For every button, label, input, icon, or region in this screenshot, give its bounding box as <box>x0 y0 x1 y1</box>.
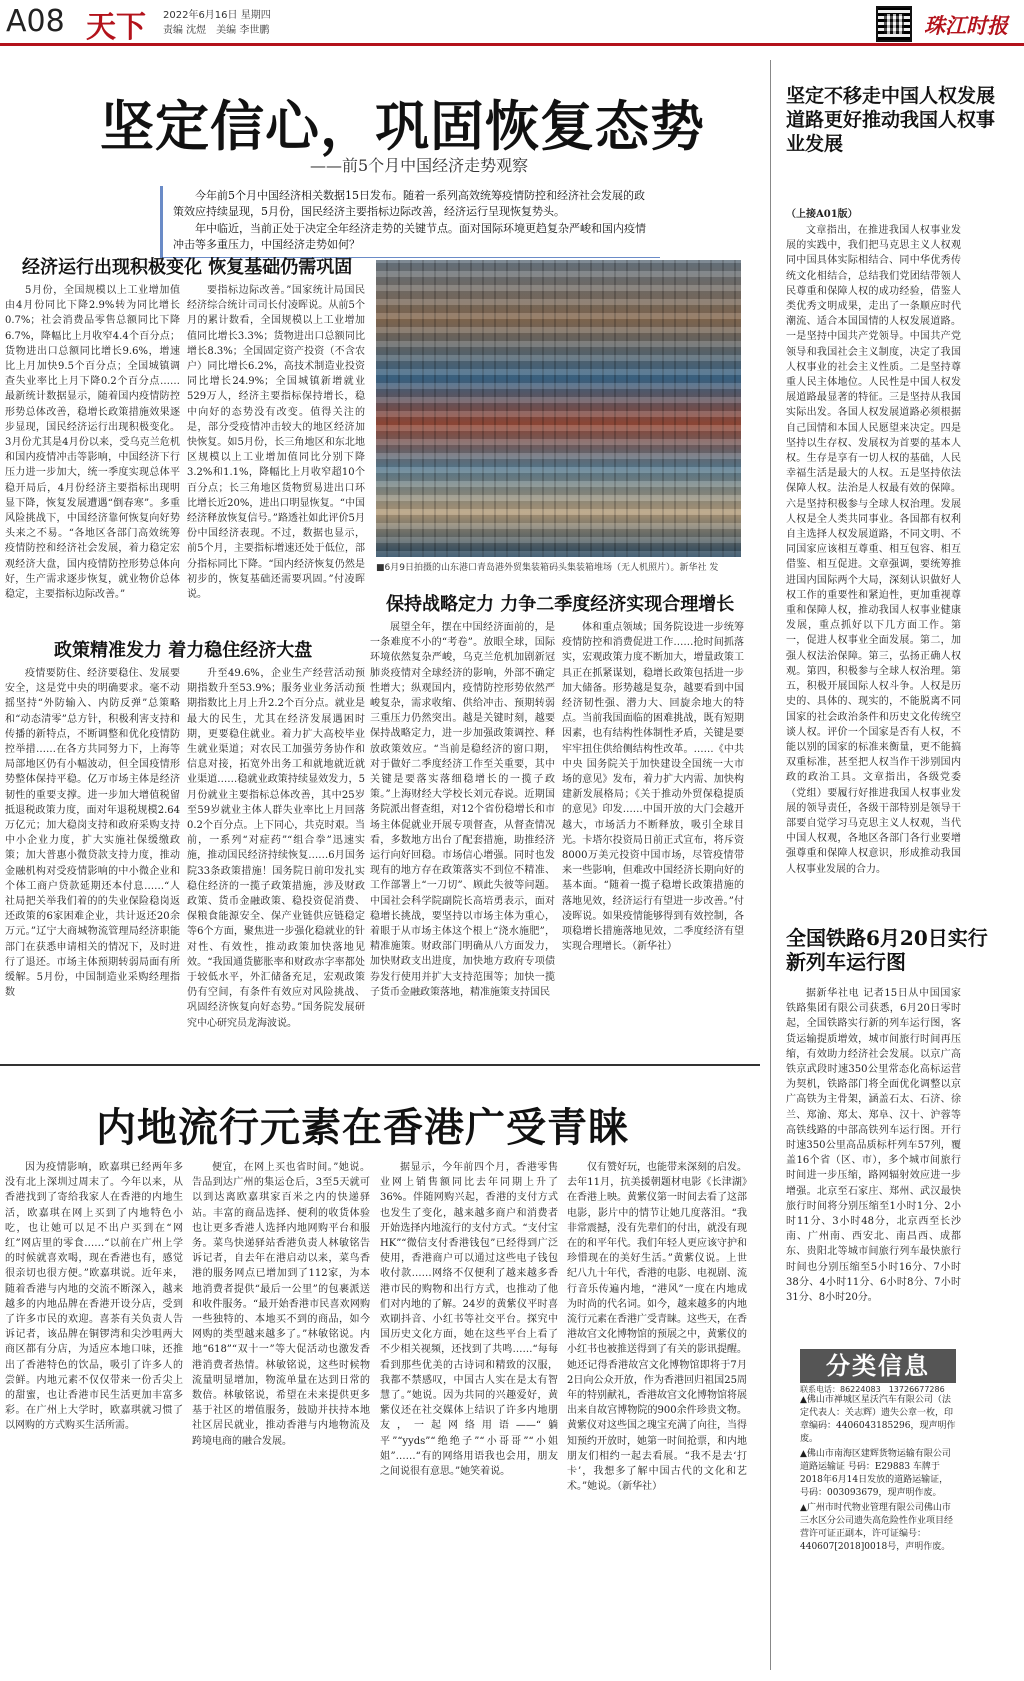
lead-intro <box>160 186 660 258</box>
lead-headline: 坚定信心，巩固恢复态势 <box>100 94 705 158</box>
body-text: 据显示，今年前四个月，香港零售业网上销售额同比去年同期上升了36%。伴随网购兴起，香港的支付方式也发生了变化，越来越多商户和消费者开始选择内地流行的支付方式。“支付宝HK”“微信支付香港钱包”已经得到广泛使用，香港商户可以通过这些电子钱包收付款……网络不仅便利了越来越多香港市民的购物和出行方式，也推动了他们对内地的了解。24岁的黄紫仪平时喜欢刷抖音、小红书等社交平台。探究中国历史文化方面，她在这些平台上看了不少相关视频，还找到了共鸣……“每每看到那些优美的古诗词和精致的汉服，我都不禁感叹，中国古人实在是太有智慧了。”她说。因为共同的兴趣爱好，黄紫仪还在社交媒体上结识了许多内地朋友，一起网络用语——“躺平”“yyds”“绝绝子”“小哥哥”“小姐姐”……“有的网络用语我也会用，朋友之间说很有意思。”她笑着说。 <box>380 1162 558 1478</box>
classifieds-phone: 联系电话：86224083 13726677286 <box>800 1385 945 1394</box>
article-column <box>786 223 961 911</box>
classified-item: ▲佛山市禅城区星沃汽车有限公司（法定代表人：关志辉）遗失公章一枚，印章编码：4406043185296，现声明作废。 <box>800 1395 956 1444</box>
lede-paragraph: 年中临近，当前正处于决定全年经济走势的关键节点。面对国际环境更趋复杂严峻和国内疫情冲击等多重压力，中国经济走势如何？ <box>173 222 646 251</box>
second-headline: 内地流行元素在香港广受青睐 <box>96 1104 629 1151</box>
classifieds-list <box>800 1394 956 1556</box>
section-name: 天下 <box>86 10 146 45</box>
section2-title: 政策精准发力 着力稳住经济大盘 <box>54 640 313 661</box>
body-text: 展望全年，摆在中国经济面前的，是一条难度不小的“考卷”。放眼全球，国际环境依然复杂严峻，乌克兰危机加剧新冠肺炎疫情对全球经济的影响，外部不确定性增大；纵观国内，疫情防控形势依然严峻复杂，需求收缩、供给冲击、预期转弱三重压力仍然突出。越是关键时刻，越要保持战略定力，进一步加强政策调控、释放政策效应。“当前是稳经济的窗口期，对于做好二季度经济工作至关重要，其中关键是要落实落细稳增长的一揽子政策。”上海财经大学校长刘元春说。近期国务院派出督查组，对12个省份稳增长和市场主体促就业开展专项督查，从督查情况看，多数地方出台了配套措施，助推经济运行向好回稳。市场信心增强。同时也发现有的地方存在政策落实不到位不精准、工作部署上“一刀切”、顾此失彼等问题。中国社会科学院副院长高培勇表示，面对稳增长挑战，要坚持以市场主体为重心，着眼于从市场主体这个根上“浇水施肥”，精准施策。财政部门明确从八方面发力，加快财政支出进度，加快地方政府专项债券发行使用并扩大支持范围等；加快一揽子货币金融政策落地，精准施策支持国民 <box>370 622 555 998</box>
masthead <box>0 0 1024 46</box>
article-column <box>786 986 961 1338</box>
body-text: 5月份，全国规模以上工业增加值由4月份同比下降2.9%转为同比增长0.7%；社会消费品零售总额同比下降6.7%，降幅比上月收窄4.4个百分点；货物进出口总额同比增长9.6%，增速比上月加快9.5个百分点；全国城镇调查失业率比上月下降0.2个百分点……最新统计数据显示，随着国内疫情防控形势总体改善，稳增长政策措施效果逐步显现，国民经济运行出现积极变化。3月份尤其是4月份以来，受乌克兰危机和国内疫情冲击等影响，中国经济下行压力进一步加大，统一季度实现总体平稳开局后，4月份经济主要指标出现明显下降，恢复发展遭遇“倒春寒”。多重风险挑战下，中国经济靠何恢复向好势头来之不易。“各地区各部门高效统筹疫情防控和经济社会发展，着力稳定宏观经济大盘，国内疫情防控形势总体向好，生产需求逐步恢复，就业物价总体稳定，主要指标边际改善。” <box>5 285 180 601</box>
dateline <box>163 8 271 38</box>
article-column <box>562 620 744 1054</box>
body-text: 文章指出，在推进我国人权事业发展的实践中，我们把马克思主义人权观同中国具体实际相结合、同中华优秀传统文化相结合，总结我们党团结带领人民尊重和保障人权的成功经验，借鉴人类优秀文明成果，走出了一条顺应时代潮流、适合本国国情的人权发展道路。一是坚持中国共产党领导。中国共产党领导和我国社会主义制度，决定了我国人权事业的社会主义性质。二是坚持尊重人民主体地位。人民性是中国人权发展道路最显著的特征。三是坚持从我国实际出发。各国人权发展道路必须根据自己国情和本国人民愿望来决定。四是坚持以生存权、发展权为首要的基本人权。生存是享有一切人权的基础，人民幸福生活是最大的人权。五是坚持依法保障人权。法治是人权最有效的保障。六是坚持积极参与全球人权治理。发展人权是全人类共同事业。各国都有权利自主选择人权发展道路，不同文明、不同国家应该相互尊重、相互包容、相互借鉴、相互促进。文章强调，要统筹推进国内国际两个大局，深刻认识做好人权工作的重要性和紧迫性，更加重视尊重和保障人权，推动我国人权事业健康发展，重点抓好以下几方面工作。第一，促进人权事业全面发展。第二，加强人权法治保障。第三，弘扬正确人权观。第四，积极参与全球人权治理。第五，积极开展国际人权斗争。人权是历史的、具体的、现实的，不能脱离不同国家的社会政治条件和历史文化传统空谈人权。评价一个国家是否有人权，不能以别的国家的标准来衡量，更不能搞双重标准，甚至把人权当作干涉别国内政的政治工具。文章指出，各级党委（党组）要履行好推进我国人权事业发展的领导责任，各级干部特别是领导干部要自觉学习马克思主义人权观，当代中国人权观，各地区各部门各行业要增强尊重和保障人权意识，形成推动我国人权事业发展的合力。 <box>786 225 961 875</box>
column-divider <box>770 60 771 1670</box>
body-text: 据新华社电 记者15日从中国国家铁路集团有限公司获悉，6月20日零时起，全国铁路实行新的列车运行图，客货运输提质增效，城市间旅行时间再压缩，有效助力经济社会发展。以京广高铁京武段时速350公里常态化高标运营为契机，铁路部门将全面优化调整以京广高铁为主骨架，涵盖石太、石济、徐兰、郑渝、郑太、郑阜、汉十、沪蓉等高铁线路的中部高铁列车运行图。开行时速350公里高品质标杆列车57列，覆盖16个省（区、市），多个城市间旅行时间进一步压缩，路网辐射效应进一步增强。北京至石家庄、郑州、武汉最快旅行时间将分别压缩至1小时1分、2小时11分、3小时48分，北京西至长沙南、广州南、西安北、南昌西、成都东、贵阳北等城市间旅行列车最快旅行时间也分别压缩至5小时16分、7小时38分、4小时11分、6小时8分、7小时31分、8小时20分。 <box>786 988 961 1304</box>
continued-note: （上接A01版） <box>786 209 858 220</box>
article-column <box>370 620 555 1054</box>
classifieds-title: 分类信息 <box>800 1349 956 1383</box>
article-column <box>192 1160 370 1675</box>
classified-item: ▲佛山市南海区建辉货物运输有限公司道路运输证 号码：E29883 车牌于2018年6月14日发放的道路运输证，号码：003093679，现声明作废。 <box>800 1449 951 1498</box>
classified-item: ▲广州市时代物业管理有限公司佛山市三水区分公司遗失高危险性作业项目经营许可证正副本，许可证编号：440607[2018]0018号，声明作废。 <box>800 1503 954 1552</box>
body-text: 便宜，在网上买也省时间。”她说。告品到达广州的集运仓后，3至5天就可以到达离欧嘉琪家百米之内的快递驿站。丰富的商品选择、便利的收货体验也让更多香港人选择内地网购平台和服务。菜鸟快递驿站香港负责人林敏铭告诉记者，自去年在港启动以来，菜鸟香港的服务网点已增加到了112家，为本地消费者提供“最后一公里”的包裹派送和收件服务。“最开始香港市民喜欢网购一些独特的、本地买不到的商品，如今网购的类型越来越多了。”林敏铭说。内地“618”“双十一”等大促活动也激发香港消费者热情。林敏铭说，这些时候物流量明显增加，物流单量在达到日常的数倍。林敏铭说，希望在未来提供更多基于社区的增值服务，鼓励并扶持本地社区居民就业，推动香港与内地物流及跨境电商的融合发展。 <box>192 1162 370 1447</box>
section1-title: 经济运行出现积极变化 恢复基础仍需巩固 <box>22 257 353 278</box>
body-text: 因为疫情影响，欧嘉琪已经两年多没有北上深圳过周末了。今年以来，从香港找到了寄给我家人在香港的内地生活，欧嘉琪在网上买到了内地特色小吃，也让她可以足不出户买到在“网红”网店里的零食……“以前在广州上学的时候就喜欢喝，现在香港也有，感觉很亲切也很方便。”欧嘉琪说。近年来，随着香港与内地的交流不断深入，越来越多的内地品牌在香港开设分店，受到了许多市民的欢迎。喜茶有关负责人告诉记者，该品牌在铜锣湾和尖沙咀两大商区都有分店，为适应本地口味，还推出了香港特色的饮品，吸引了许多人的尝鲜。内地元素不仅仅带来一份舌尖上的甜蜜，也让香港市民生活更加丰富多彩。在广州上大学时，欧嘉琪就习惯了以网购的方式购买生活所需。 <box>5 1162 183 1432</box>
container-port-photo <box>376 260 741 557</box>
article-column <box>187 283 365 623</box>
section3-title: 保持战略定力 力争二季度经济实现合理增长 <box>386 594 735 615</box>
body-text: 体和重点领域；国务院设进一步统筹疫情防控和消费促进工作……抢时间抓落实，宏观政策力度不断加大，增量政策工具正在抓紧谋划，稳增长政策包括进一步加大储备。形势越是复杂，越要看到中国经济韧性强、潜力大、回旋余地大的特点。当前我国面临的困难挑战，既有短期因素，也有结构性体制性矛盾，关键是要牢牢扭住供给侧结构性改革。……《中共中央 国务院关于加快建设全国统一大市场的意见》发布，着力扩大内需、加快构建新发展格局；《关于推动外贸保稳提质的意见》印发……中国开放的大门会越开越大，市场活力不断释放，吸引全球目光。卡塔尔投资局日前正式宣布，将斥资8000万美元投资中国市场，尽管疫情带来一些影响，但难改中国经济长期向好的基本面。“随着一揽子稳增长政策措施的落地见效，经济运行有望进一步改善。”付凌晖说。如果疫情能够得到有效控制，各项稳增长措施落地见效，二季度经济有望实现合理增长。（新华社） <box>562 622 744 953</box>
sidebar-article1-title: 坚定不移走中国人权发展道路更好推动我国人权事业发展 <box>786 85 996 155</box>
editors: 责编 沈煜 美编 李世鹏 <box>163 25 270 36</box>
article-column <box>567 1160 747 1675</box>
qr-code-icon <box>876 6 912 42</box>
lede-paragraph: 今年前5个月中国经济相关数据15日发布。随着一系列高效统筹疫情防控和经济社会发展的政策效应持续显现，5月份，国民经济主要指标边际改善，经济运行呈现恢复势头。 <box>173 189 645 218</box>
issue-date: 2022年6月16日 星期四 <box>163 10 271 21</box>
page-number: A08 <box>6 4 65 39</box>
section-divider <box>0 1064 760 1066</box>
article-column <box>380 1160 558 1675</box>
newspaper-logo: 珠江时报 <box>924 13 1008 38</box>
lead-subtitle: ——前5个月中国经济走势观察 <box>310 156 529 175</box>
article-column <box>187 666 365 1054</box>
article-column <box>5 1160 183 1675</box>
body-text: 疫情要防住、经济要稳住、发展要安全，这是党中央的明确要求。毫不动摇坚持“外防输入、内防反弹”总策略和“动态清零”总方针，积极利害支持和传播的新特点，不断调整和优化疫情防控举措……在各方共同努力下，上海等局部地区仍有小幅波动，但全国疫情形势整体保持平稳。亿万市场主体是经济韧性的重要支撑。进一步加大增值税留抵退税政策力度，面对年退税规模2.64万亿元；加大稳岗支持和政府采购支持中小企业力度，扩大实施社保缓缴政策；加大普惠小微贷款支持力度，推动金融机构对受疫情影响的中小微企业和个体工商户贷款延期还本付息……“人社局把关举我们着的的失业保险稳岗返还政策的6家困难企业，共计返还20余万元。”辽宁大商城物流管理局经济职能部门在获悉申请相关的情况下，及时进行了退还。市场主体预期转弱局面有所缓解。5月份，中国制造业采购经理指数 <box>5 668 180 999</box>
body-text: 仅有赞好玩，也能带来深刻的启发。去年11月，抗美援朝题材电影《长津湖》在香港上映。黄紫仪第一时间去看了这部电影，影片中的情节让她几度落泪。“我非常震撼，没有先辈们的付出，就没有现在的和平年代。我们年轻人更应该守护和珍惜现在的美好生活。”黄紫仪说。上世纪八九十年代，香港的电影、电视剧、流行音乐传遍内地，“港风”一度在内地成为时尚的代名词。如今，越来越多的内地流行元素在香港广受青睐。这些天，在香港故宫文化博物馆的预展之中，黄紫仪的小红书也被推送得到了有关的影讯提醒。她还记得香港故宫文化博物馆即将于7月2日向公众开放，作为香港回归祖国25周年的特别献礼，香港故宫文化博物馆将展出来自故宫博物院的900余件珍贵文物。黄紫仪对这些国之瑰宝充满了向往，当得知预约开放时，她第一时间抢票，和内地朋友们相约一起去看展。“我不是去‘打卡’，我想多了解中国古代的文化和艺术。”她说。（新华社） <box>567 1162 747 1493</box>
article-column <box>5 666 180 1054</box>
body-text: 要指标边际改善。”国家统计局国民经济综合统计司司长付凌晖说。从前5个月的累计数看，全国规模以上工业增加值同比增长3.3%；货物进出口总额同比增长8.3%；全国固定资产投资（不含农户）同比增长6.2%，高技术制造业投资同比增长24.9%；全国城镇新增就业529万人，经济主要指标保持增长，稳中向好的态势没有改变。值得关注的是，部分受疫情冲击较大的地区经济加快恢复。如5月份，长三角地区和东北地区规模以上工业增加值同比分别下降3.2%和1.1%，降幅比上月收窄超10个百分点；长三角地区货物贸易进出口环比增长近20%，进出口明显恢复。“中国经济释放恢复信号。”路透社如此评价5月份中国经济表现。不过，数据也显示，前5个月，主要指标增速还处于低位，部分指标同比下降。“国内经济恢复仍然是初步的，恢复基础还需要巩固。”付凌晖说。 <box>187 285 365 601</box>
body-text: 升至49.6%，企业生产经营活动预期指数升至53.9%；服务业业务活动预期指数比上月上升2.2个百分点。就业是最大的民生，尤其在经济发展遇困时期，更要稳住就业。着力扩大高校毕业生就业渠道；对农民工加强劳务协作和信息对接，拓宽外出务工和就地就近就业渠道……稳就业政策持续显效发力，5月份就业主要指标总体改善，其中25岁至59岁就业主体人群失业率比上月回落0.2个百分点。上下同心，共克时艰。当前，一系列“对症药”“组合拳”迅速实施，推动国民经济持续恢复……6月国务院33条政策措施！国务院日前印发扎实稳住经济的一揽子政策措施，涉及财政政策、货币金融政策、稳投资促消费、保粮食能源安全、保产业链供应链稳定等6个方面，聚焦进一步强化稳就业的针对性、有效性，推动政策加快落地见效。“我国通货膨胀率和财政赤字率都处于较低水平，外汇储备充足，宏观政策仍有空间，有条件有效应对风险挑战、巩固经济恢复向好态势。”国务院发展研究中心研究员龙海波说。 <box>187 668 365 1029</box>
article-column <box>5 283 180 623</box>
sidebar-article2-title: 全国铁路6月20日实行新列车运行图 <box>786 926 988 974</box>
photo-caption: ■6月9日拍摄的山东港口青岛港外贸集装箱码头集装箱堆场（无人机照片）。新华社 发 <box>376 563 719 573</box>
